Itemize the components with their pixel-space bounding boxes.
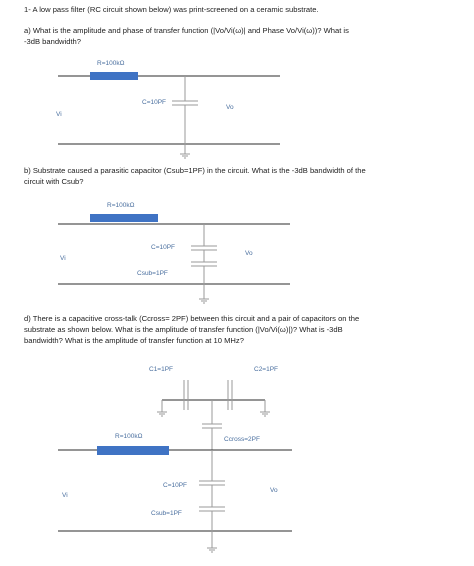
part-a-question-line-2: -3dB bandwidth? (24, 37, 81, 46)
circuit-b-output-label: Vo (245, 250, 253, 257)
circuit-d-ccross-label: Ccross=2PF (224, 436, 260, 443)
circuit-d-capacitor-label: C=10PF (163, 482, 188, 489)
problem-title: 1- A low pass filter (RC circuit shown below) was print-screened on a ceramic substrate. (24, 5, 319, 14)
circuit-a-capacitor-label: C=10PF (142, 99, 167, 106)
part-b-question-line-1: b) Substrate caused a parasitic capacitor (Csub=1PF) in the circuit. What is the -3dB bandwidth of the (24, 166, 366, 175)
circuit-b-capacitor-label: C=10PF (151, 244, 176, 251)
part-d-question-line-2: substrate as shown below. What is the amplitude of transfer function (|Vo/Vi(ω)|)? What is -3dB (24, 325, 343, 334)
circuit-d-output-label: Vo (270, 487, 278, 494)
part-d-question-line-3: bandwidth? What is the amplitude of transfer function at 10 MHz? (24, 336, 244, 345)
circuit-d-csub-label: Csub=1PF (151, 510, 182, 517)
circuit-a-resistor-label: R=100kΩ (97, 60, 125, 67)
circuit-b-input-label: Vi (60, 255, 66, 262)
circuit-a-input-label: Vi (56, 111, 62, 118)
circuit-d-c2-label: C2=1PF (254, 366, 279, 373)
circuit-a-output-label: Vo (226, 104, 234, 111)
circuit-d-c1-label: C1=1PF (149, 366, 174, 373)
circuit-b-csub-label: Csub=1PF (137, 270, 168, 277)
circuit-b-resistor-label: R=100kΩ (107, 202, 135, 209)
circuit-d-input-label: Vi (62, 492, 68, 499)
part-a-question-line-1: a) What is the amplitude and phase of transfer function (|Vo/Vi(ω)| and Phase Vo/Vi(ω))? What is (24, 26, 349, 35)
circuit-d-resistor-label: R=100kΩ (115, 433, 143, 440)
circuit-d-resistor (97, 446, 169, 455)
part-b-question-line-2: circuit with Csub? (24, 177, 84, 186)
part-d-question-line-1: d) There is a capacitive cross-talk (Ccross= 2PF) between this circuit and a pair of capacitors on the (24, 314, 360, 323)
